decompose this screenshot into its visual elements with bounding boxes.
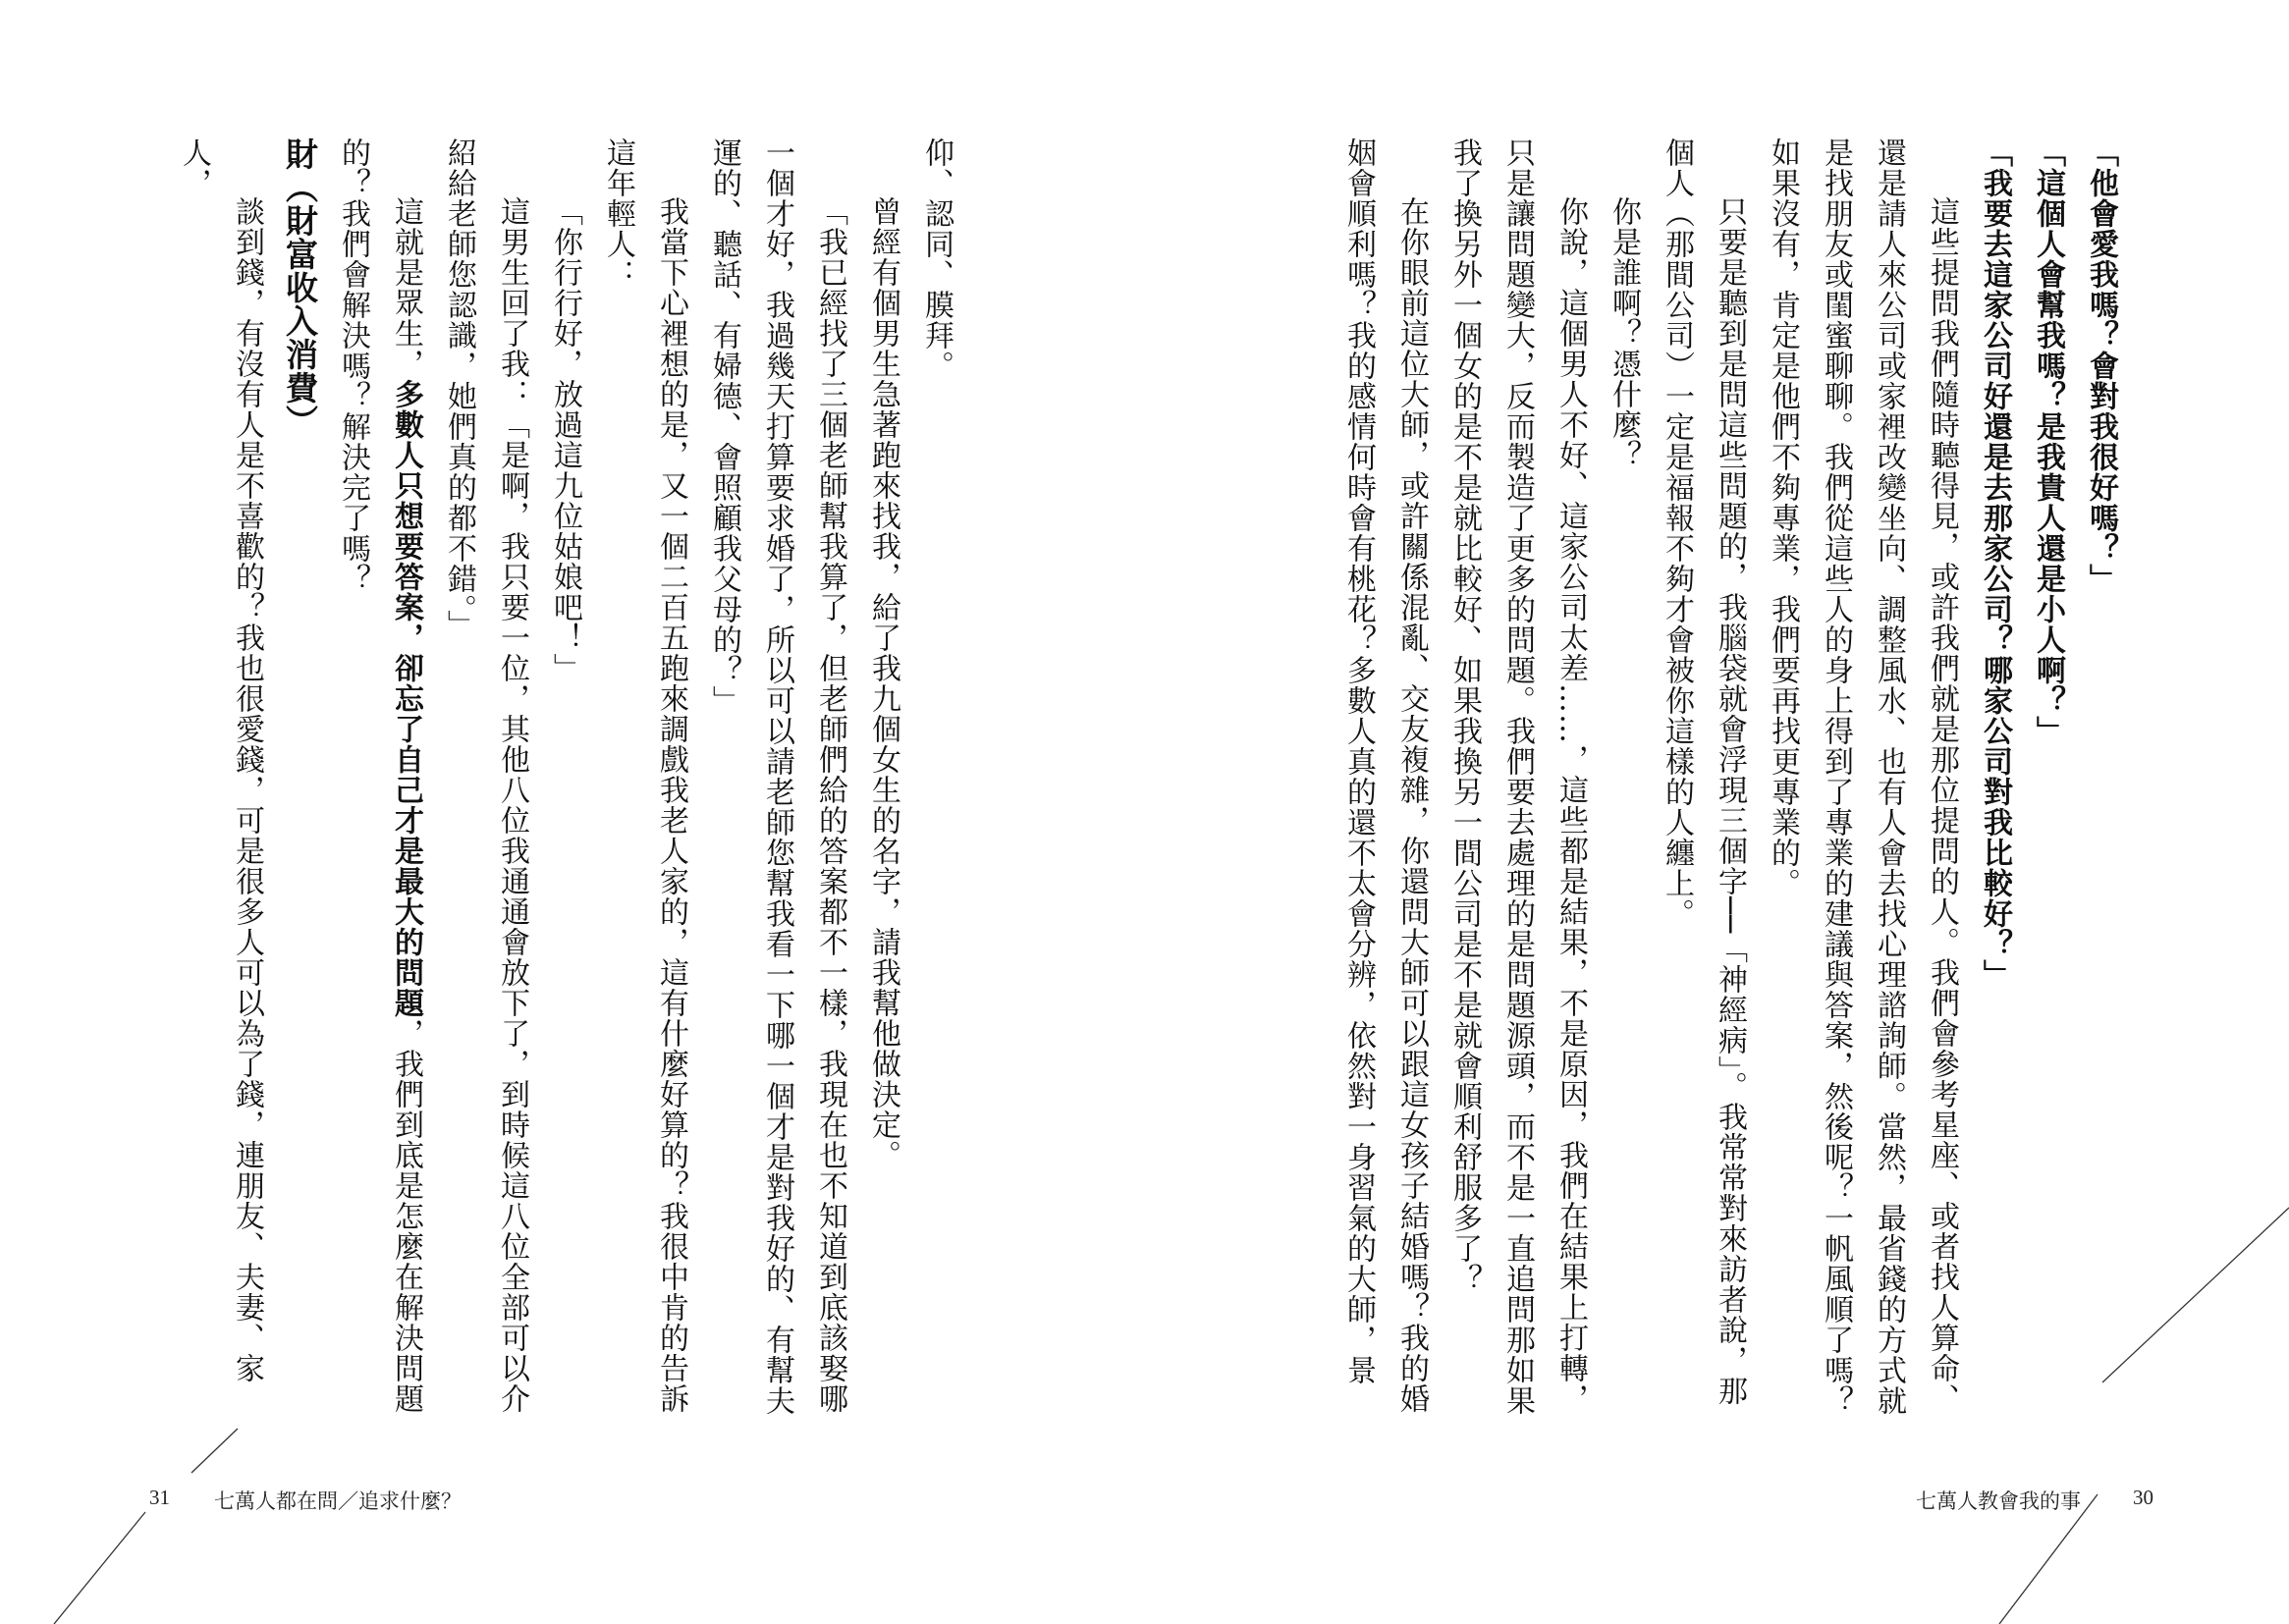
running-footer-title: 七萬人教會我的事	[1916, 1489, 2081, 1513]
corner-trim-lines	[1145, 0, 2289, 1624]
paragraph: 你是誰啊？憑什麼？	[1607, 196, 1641, 470]
page-number: 31	[149, 1486, 170, 1509]
question-3: 「我要去這家公司好還是去那家公司？哪家公司對我比較好？」	[1978, 137, 2012, 990]
paragraph: 「你行行好，放過這九位姑娘吧！」	[548, 196, 582, 683]
paragraph: 在你眼前這位大師，或許關係混亂、交友複雜，你還問大師可以跟這女孩子結婚嗎？我的婚姻會順利嗎？我的感情何時會有桃花？多數人真的還不太會分辨，依然對一身習氣的大師，景	[1341, 137, 1429, 1414]
question-2: 「這個人會幫我嗎？是我貴人還是小人啊？」	[2031, 137, 2065, 746]
paragraph: 曾經有個男生急著跑來找我，給了我九個女生的名字，請我幫他做決定。	[866, 196, 900, 1170]
paragraph: 只要是聽到是問這些問題的，我腦袋就會浮現三個字──「神經病」。我常常對來訪者說，那個人（那間公司）一定是福報不夠才會被你這樣的人纏上。	[1660, 137, 1747, 1407]
running-footer-title: 七萬人都在問／追求什麼？	[214, 1489, 462, 1513]
paragraph: 這男生回了我：「是啊，我只要一位，其他八位我通通會放下了，到時候這八位全部可以介紹給老師您認識，她們真的都不錯。」	[442, 137, 529, 1414]
paragraph: 你說，這個男人不好、這家公司太差……，這些都是結果，不是原因，我們在結果上打轉，只是讓問題變大，反而製造了更多的問題。我們要去處理的是問題源頭，而不是一直追問那如果我了換另外一個女的是不是就比較好、如果我換另一間公司是不是就會順利舒服多了？	[1447, 137, 1588, 1416]
section-heading: 財（財富收入消費）	[281, 137, 319, 438]
left-page	[0, 0, 1144, 1624]
paragraph: 我當下心裡想的是，又一個二百五跑來調戲我老人家的，這有什麼好算的？我很中肯的告訴這年輕人：	[601, 137, 688, 1414]
right-page	[1145, 0, 2289, 1624]
emphasis-text: 多數人只想要答案，卻忘了自己才是最大的問題	[389, 379, 423, 1018]
corner-trim-lines	[0, 0, 1144, 1624]
question-1: 「他會愛我嗎？會對我很好嗎？」	[2084, 137, 2118, 594]
paragraph: 仰、認同、膜拜。	[919, 137, 954, 381]
page-number: 30	[2133, 1486, 2153, 1509]
paragraph-text: ，我們到底是怎麼在解決問題的？我們會解決嗎？解決完了嗎？	[336, 137, 423, 1414]
paragraph: 「我已經找了三個老師幫我算了，但老師們給的答案都不一樣，我現在也不知道到底該娶哪一個才好，我過幾天打算要求婚了，所以可以請老師您幫我看一下哪一個才是對我好的、有幫夫運的、聽話、有婦德、會照顧我父母的？」	[707, 137, 847, 1416]
paragraph-text: 這就是眾生，	[389, 196, 423, 379]
paragraph: 談到錢，有沒有人是不喜歡的？我也很愛錢，可是很多人可以為了錢，連朋友、夫妻、家人，	[177, 137, 264, 1383]
paragraph: 這些提問我們隨時聽得見，或許我們就是那位提問的人。我們會參考星座、或者找人算命、還是請人來公司或家裡改變坐向、調整風水、也有人會去找心理諮詢師。當然，最省錢的方式就是找朋友或閨蜜聊聊。我們從這些人的身上得到了專業的建議與答案，然後呢？一帆風順了嗎？如果沒有，肯定是他們不夠專業，我們要再找更專業的。	[1766, 137, 1959, 1416]
